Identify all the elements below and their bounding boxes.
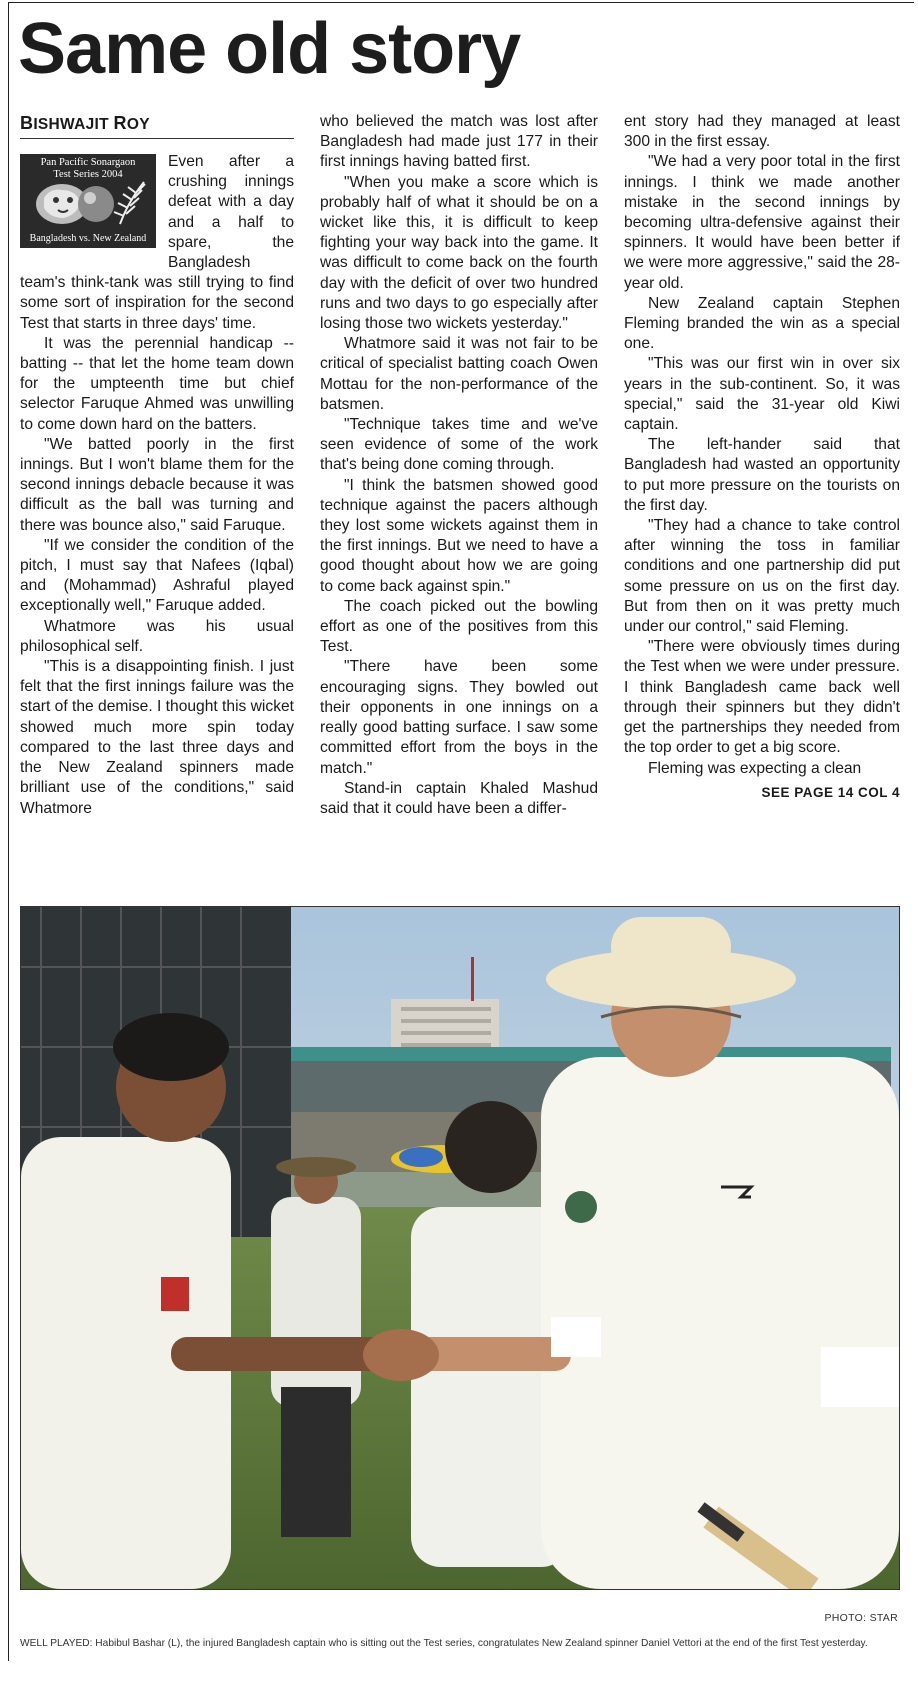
paragraph: Stand-in captain Khaled Mashud said that it could have been a differ- bbox=[320, 779, 598, 817]
paragraph: "When you make a score which is probably half of what it should be on a wicket like this, it is difficult to keep fighting your way back into the game. It was difficult to come back on the fourth day with the deficit of over two hundred runs and two days to go especially after losing those two wickets yesterday." bbox=[320, 173, 598, 333]
article-column-2 bbox=[320, 112, 598, 819]
paragraph: "They had a chance to take control after winning the toss in familiar conditions and one partnership did put some pressure on us on the first day. But from then on it was pretty much under our control," said Fleming. bbox=[624, 517, 900, 636]
paragraph: "This was our first win in over six years in the sub-continent. So, it was special," said the 31-year old Kiwi captain. bbox=[624, 355, 900, 434]
photo-credit: PHOTO: STAR bbox=[824, 1612, 898, 1624]
byline-first-name: ISHWAJIT bbox=[33, 116, 114, 133]
photo-handshake-illustration bbox=[21, 907, 899, 1589]
paragraph: who believed the match was lost after Bangladesh had made just 177 in their first innings having batted first. bbox=[320, 113, 598, 171]
paragraph: Whatmore said it was not fair to be critical of specialist batting coach Owen Mottau for the non-performance of the batsmen. bbox=[320, 335, 598, 413]
byline bbox=[20, 113, 294, 139]
paragraph: Whatmore was his usual philosophical self. bbox=[20, 617, 294, 655]
paragraph: It was the perennial handicap -- batting -- that let the home team down for the umpteenth time but chief selector Faruque Ahmed was unwilling to come down hard on the batters. bbox=[20, 334, 294, 433]
left-rule bbox=[8, 2, 9, 1661]
paragraph: Even after a crushing innings defeat with a day and a half to spare, the Bangladesh team's think-tank was still trying to find some sort of inspiration for the second Test that starts in three days' time. bbox=[20, 153, 294, 332]
article-column-3 bbox=[624, 112, 900, 803]
logo-subtitle: Bangladesh vs. New Zealand bbox=[29, 233, 147, 244]
photo-caption: WELL PLAYED: Habibul Bashar (L), the injured Bangladesh captain who is sitting out the Test series, congratulates New Zealand spinner Daniel Vettori at the end of the first Test yesterday. bbox=[20, 1638, 868, 1649]
news-photo bbox=[20, 906, 900, 1590]
paragraph: ent story had they managed at least 300 in the first essay. bbox=[624, 113, 900, 151]
paragraph: "This is a disappointing finish. I just felt that the first innings failure was the start of the demise. I thought this wicket showed much more spin today compared to the last three days and the New Zealand spinners made brilliant use of the conditions," said Whatmore bbox=[20, 658, 294, 817]
article-column-1 bbox=[20, 152, 294, 819]
byline-last-initial: R bbox=[113, 113, 127, 133]
series-logo bbox=[20, 154, 156, 248]
paragraph: "We batted poorly in the first innings. But I won't blame them for the second innings debacle because it was difficult as the ball was turning and there was bounce also," said Faruque. bbox=[20, 435, 294, 534]
paragraph: The coach picked out the bowling effort as one of the positives from this Test. bbox=[320, 597, 598, 656]
byline-last-name: OY bbox=[126, 116, 150, 133]
paragraph: "Technique takes time and we've seen evidence of some of the work that's being done coming through. bbox=[320, 416, 598, 474]
paragraph: The left-hander said that Bangladesh had wasted an opportunity to put more pressure on the tourists on the first day. bbox=[624, 436, 900, 514]
byline-initial: B bbox=[20, 113, 34, 133]
tiger-and-fern-emblem bbox=[20, 178, 156, 228]
paragraph: "There have been some encouraging signs. They bowled out their opponents in one innings on a really good batting surface. I saw some committed effort from the boys in the match." bbox=[320, 658, 598, 777]
paragraph: "I think the batsmen showed good technique against the pacers although they lost some wickets against them in the first innings. But we need to have a good thought about how we are going to come back against spin." bbox=[320, 476, 598, 595]
paragraph: "There were obviously times during the Test when we were under pressure. I think Bangladesh came back well through their spinners but they didn't get the partnerships they needed from the top order to get a big score. bbox=[624, 638, 900, 757]
paragraph: Fleming was expecting a clean bbox=[648, 759, 862, 777]
logo-title: Pan Pacific Sonargaon Test Series 2004 bbox=[40, 157, 136, 180]
continued-jump-line: SEE PAGE 14 COL 4 bbox=[761, 784, 900, 800]
paragraph: "If we consider the condition of the pitch, I must say that Nafees (Iqbal) and (Mohammad) Ashraful played exceptionally well," Faruque added. bbox=[20, 536, 294, 615]
paragraph: New Zealand captain Stephen Fleming branded the win as a special one. bbox=[624, 294, 900, 353]
headline: Same old story bbox=[18, 9, 521, 89]
paragraph: "We had a very poor total in the first innings. I think we made another mistake in the second innings by becoming ultra-defensive against their spinners. It would have been better if we were more aggressive," said the 28-year old. bbox=[624, 153, 900, 292]
